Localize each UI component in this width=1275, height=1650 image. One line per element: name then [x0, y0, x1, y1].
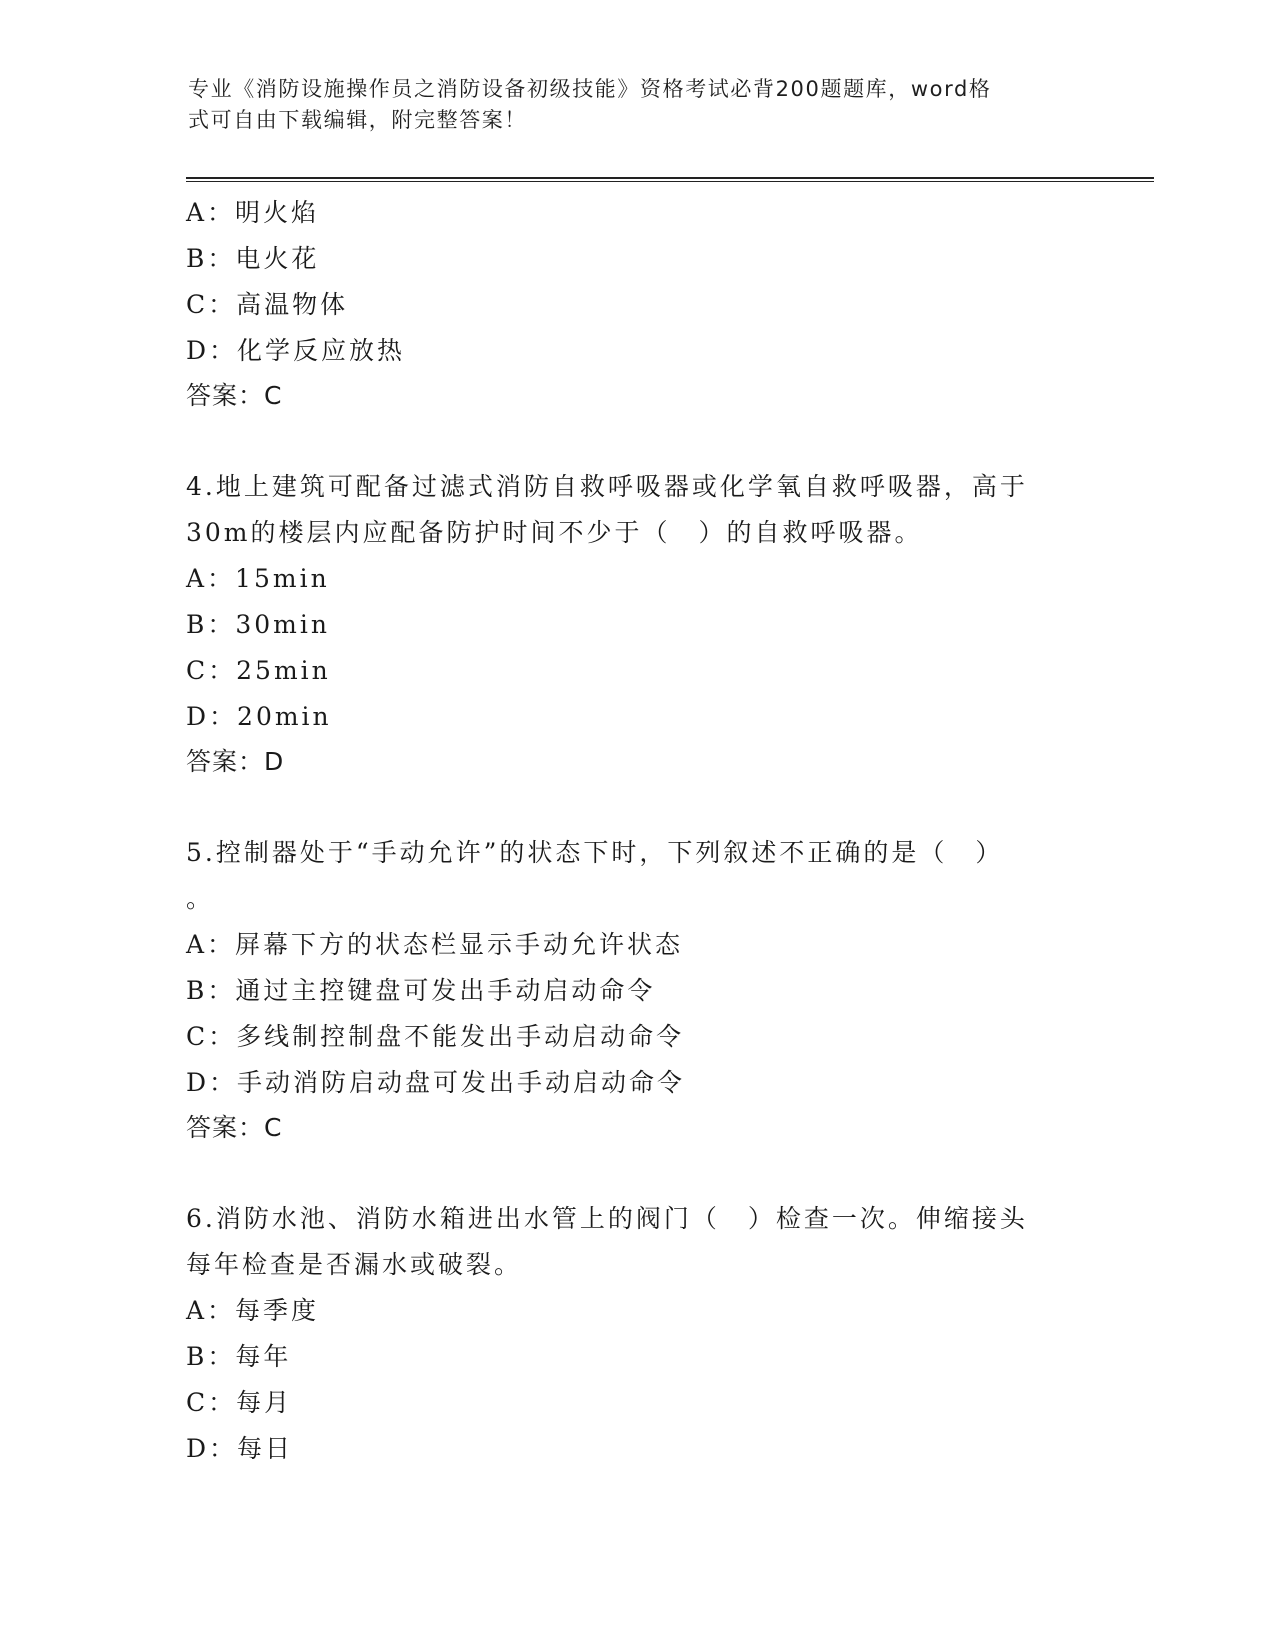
answer: 答案：C — [186, 381, 283, 410]
answer: 答案：D — [186, 747, 285, 776]
header-line-1: 专业《消防设施操作员之消防设备初级技能》资格考试必背200题题库，word格 — [188, 77, 992, 101]
option-c: C：25min — [186, 656, 331, 685]
option-b: B：30min — [186, 610, 330, 639]
question-4 — [186, 464, 1086, 784]
option-a: A：15min — [186, 564, 330, 593]
option-a: A：明火焰 — [186, 198, 320, 227]
option-b: B：电火花 — [186, 244, 320, 273]
question-3 — [186, 190, 1086, 418]
option-d: D：化学反应放热 — [186, 336, 406, 365]
option-b: B：通过主控键盘可发出手动启动命令 — [186, 976, 656, 1005]
question-stem-line-2: 。 — [186, 884, 215, 913]
question-stem-line-1: 6.消防水池、消防水箱进出水管上的阀门（ ）检查一次。伸缩接头 — [186, 1204, 1028, 1233]
question-stem-line-1: 4.地上建筑可配备过滤式消防自救呼吸器或化学氧自救呼吸器，高于 — [186, 472, 1028, 501]
option-d: D：手动消防启动盘可发出手动启动命令 — [186, 1068, 686, 1097]
question-stem-line-2: 30m的楼层内应配备防护时间不少于（ ）的自救呼吸器。 — [186, 518, 923, 547]
option-b: B：每年 — [186, 1342, 292, 1371]
option-a: A：每季度 — [186, 1296, 320, 1325]
question-stem-line-2: 每年检查是否漏水或破裂。 — [186, 1250, 523, 1279]
header-line-2: 式可自由下载编辑，附完整答案！ — [188, 108, 527, 132]
option-d: D：每日 — [186, 1434, 294, 1463]
option-a: A：屏幕下方的状态栏显示手动允许状态 — [186, 930, 684, 959]
question-5 — [186, 830, 1086, 1150]
question-stem-line-1: 5.控制器处于“手动允许”的状态下时，下列叙述不正确的是（ ） — [186, 838, 1004, 867]
question-6 — [186, 1196, 1086, 1472]
question-list — [186, 190, 1086, 1472]
option-d: D：20min — [186, 702, 332, 731]
option-c: C：多线制控制盘不能发出手动启动命令 — [186, 1022, 685, 1051]
document-header — [188, 74, 1068, 136]
option-c: C：高温物体 — [186, 290, 349, 319]
answer: 答案：C — [186, 1113, 283, 1142]
header-divider — [186, 177, 1154, 182]
option-c: C：每月 — [186, 1388, 293, 1417]
